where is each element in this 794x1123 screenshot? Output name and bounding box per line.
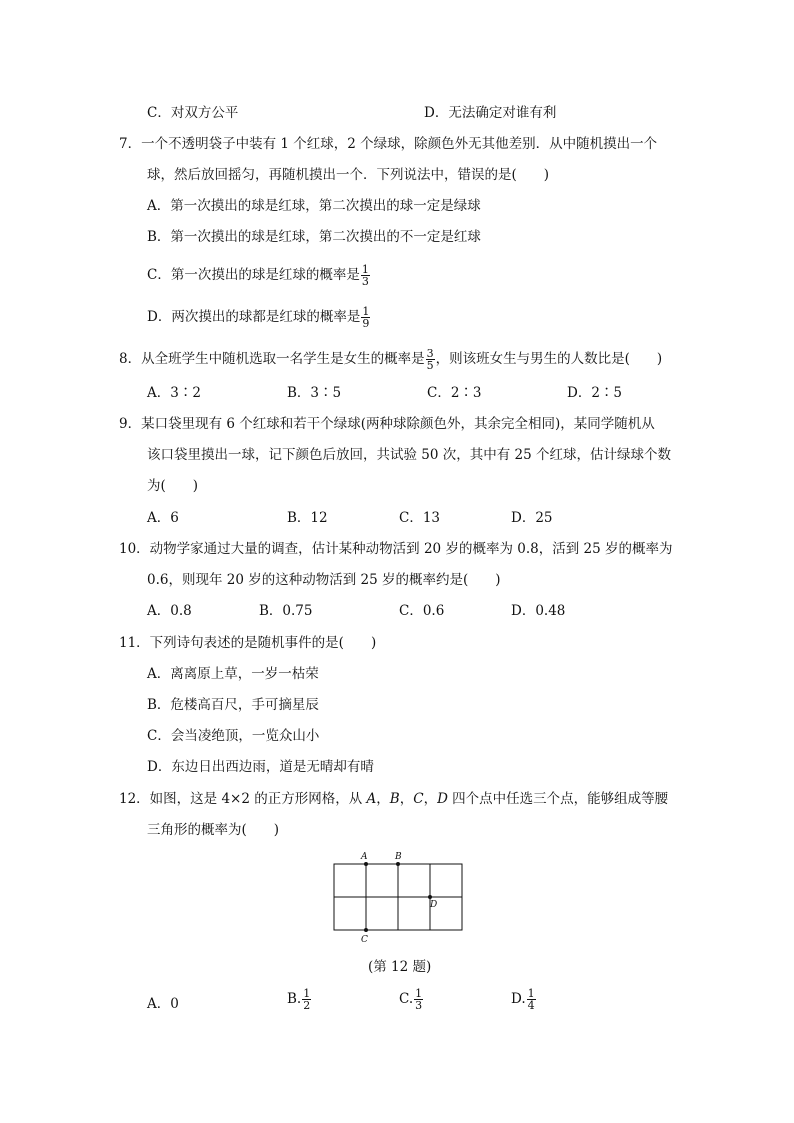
q11-option-c: C．会当凌绝顶，一览众山小 <box>147 728 320 744</box>
q11-stem: 11．下列诗句表述的是随机事件的是( ) <box>119 635 377 651</box>
fraction-numerator: 1 <box>361 263 369 276</box>
q9-stem-line1: 9．某口袋里现有 6 个红球和若干个绿球(两种球除颜色外，其余完全相同)，某同学随机从 <box>119 416 655 432</box>
q9-option-d: D．25 <box>511 510 553 526</box>
q12-stem-line1 <box>119 790 668 808</box>
fraction <box>302 988 311 1011</box>
q10-option-d: D．0.48 <box>511 603 566 619</box>
q7-option-c-text: C．第一次摸出的球是红球的概率是 <box>147 267 360 283</box>
q7-option-c <box>147 264 371 287</box>
point-d <box>428 895 432 899</box>
q11-option-b: B．危楼高百尺，手可摘星辰 <box>147 697 319 713</box>
q8-option-c: C．2∶3 <box>427 385 482 401</box>
q9-option-a: A．6 <box>147 510 179 526</box>
q11-option-d: D．东边日出西边雨，道是无晴却有晴 <box>147 759 374 775</box>
fraction-numerator: 1 <box>303 987 311 1000</box>
q7-option-d-text: D．两次摸出的球都是红球的概率是 <box>147 309 361 325</box>
point-c-label: C <box>361 935 368 945</box>
point-a <box>364 862 368 866</box>
q12-option-b <box>287 988 312 1011</box>
q12-stem-text-a: 12．如图，这是 4×2 的正方形网格，从 <box>119 791 367 807</box>
option-c-prefix: C. <box>399 991 414 1007</box>
q7-stem-line1: 7．一个不透明袋子中装有 1 个红球，2 个绿球，除颜色外无其他差别．从中随机摸出一个 <box>119 136 658 152</box>
q10-stem-line2: 0.6，则现年 20 岁的这种动物活到 25 岁的概率约是( ) <box>147 572 501 588</box>
q11-option-a: A．离离原上草，一岁一枯荣 <box>147 666 319 682</box>
q6-option-d: D．无法确定对谁有利 <box>424 105 557 121</box>
point-d-label: D <box>430 900 438 910</box>
fraction <box>527 988 536 1011</box>
q12-stem-text-b: 四个点中任选三个点，能够组成等腰 <box>447 791 669 807</box>
q7-stem-line2: 球，然后放回摇匀，再随机摸出一个．下列说法中，错误的是( ) <box>147 167 550 183</box>
fraction-denominator: 2 <box>303 999 311 1012</box>
q6-option-c: C．对双方公平 <box>147 105 239 121</box>
fraction-numerator: 3 <box>426 347 434 360</box>
point-b-label: B <box>395 852 402 862</box>
q10-option-b: B．0.75 <box>259 603 313 619</box>
fraction-denominator: 4 <box>527 999 535 1012</box>
separator: ， <box>376 791 390 807</box>
fraction <box>426 348 435 371</box>
point-a-label: A <box>361 852 368 862</box>
q9-option-c: C．13 <box>399 510 441 526</box>
option-d-prefix: D. <box>511 991 526 1007</box>
separator: ， <box>399 791 414 807</box>
q8-option-b: B．3∶5 <box>287 385 342 401</box>
fraction-denominator: 5 <box>426 359 434 372</box>
point-b-label: B <box>389 791 400 807</box>
fraction-numerator: 1 <box>415 987 423 1000</box>
grid-figure <box>325 848 475 948</box>
q8-stem-text-before: 8．从全班学生中随机选取一名学生是女生的概率是 <box>119 351 425 367</box>
q10-stem-line1: 10．动物学家通过大量的调查，估计某种动物活到 20 岁的概率为 0.8，活到 25 岁的概率为 <box>119 541 673 557</box>
q7-option-d <box>147 306 371 329</box>
q12-stem-line2: 三角形的概率为( ) <box>147 822 280 838</box>
point-c <box>364 928 368 932</box>
q10-option-c: C．0.6 <box>399 603 445 619</box>
point-a-label: A <box>366 791 377 807</box>
q8-option-d: D．2∶5 <box>567 385 623 401</box>
fraction <box>361 264 370 287</box>
q9-stem-line3: 为( ) <box>147 478 199 494</box>
fraction-numerator: 1 <box>362 305 370 318</box>
fraction-denominator: 3 <box>415 999 423 1012</box>
point-b <box>396 862 400 866</box>
fraction-denominator: 3 <box>361 275 369 288</box>
point-c-label: C <box>413 791 424 807</box>
q8-stem-text-after: ，则该班女生与男生的人数比是( ) <box>435 351 663 367</box>
q12-option-a: A．0 <box>147 996 179 1012</box>
q8-option-a: A．3∶2 <box>147 385 201 401</box>
fraction-numerator: 1 <box>527 987 535 1000</box>
q7-option-b: B．第一次摸出的球是红球，第二次摸出的不一定是红球 <box>147 229 481 245</box>
q7-option-a: A．第一次摸出的球是红球，第二次摸出的球一定是绿球 <box>147 198 481 214</box>
q12-option-c <box>399 988 424 1011</box>
q9-option-b: B．12 <box>287 510 328 526</box>
figure-caption: (第 12 题) <box>368 959 432 975</box>
point-d-label: D <box>437 791 448 807</box>
fraction <box>361 306 370 329</box>
q10-option-a: A．0.8 <box>147 603 192 619</box>
q12-option-d <box>511 988 537 1011</box>
fraction <box>414 988 423 1011</box>
q9-stem-line2: 该口袋里摸出一球，记下颜色后放回，共试验 50 次，其中有 25 个红球，估计绿球个数 <box>147 447 672 463</box>
separator: ， <box>423 791 438 807</box>
option-b-prefix: B. <box>287 991 302 1007</box>
fraction-denominator: 9 <box>362 317 370 330</box>
q8-stem <box>119 348 662 371</box>
